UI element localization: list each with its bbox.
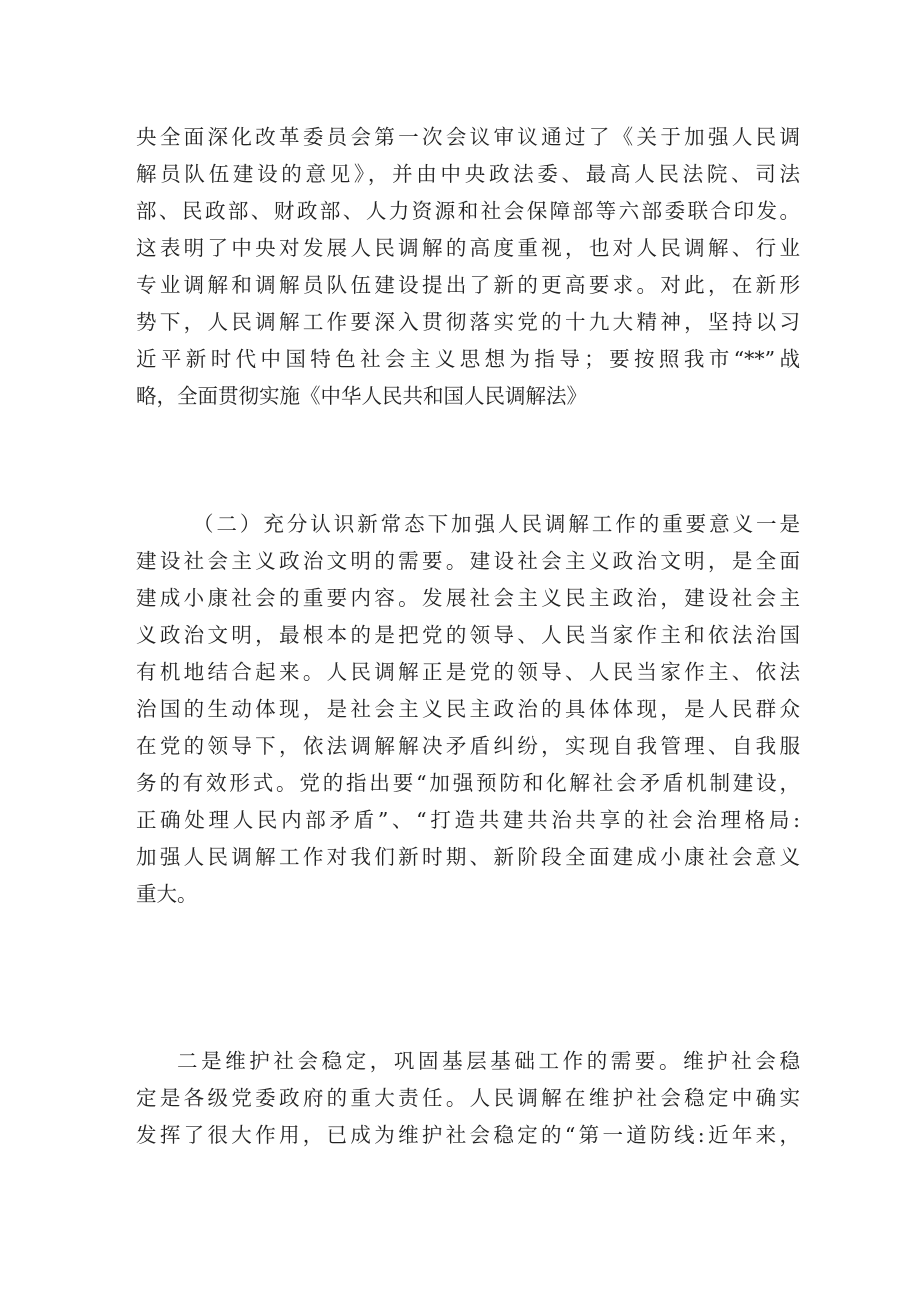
paragraph-1-line-4: 这表明了中央对发展人民调解的高度重视，也对人民调解、行业 (136, 236, 800, 260)
paragraph-3-line-2: 定是各级党委政府的重大责任。人民调解在维护社会稳定中确实 (136, 1086, 800, 1110)
paragraph-2-line-8: 务的有效形式。党的指出要“加强预防和化解社会矛盾机制建设， (136, 771, 800, 795)
paragraph-2-line-5: 有机地结合起来。人民调解正是党的领导、人民当家作主、依法 (136, 660, 800, 684)
paragraph-1-line-2: 解员队伍建设的意见》，并由中央政法委、最高人民法院、司法 (136, 162, 800, 186)
paragraph-1-line-8: 略，全面贯彻实施《中华人民共和国人民调解法》 (136, 384, 587, 408)
paragraph-2-line-10: 加强人民调解工作对我们新时期、新阶段全面建成小康社会意义 (136, 845, 800, 869)
paragraph-3-line-3: 发挥了很大作用，已成为维护社会稳定的“第一道防线:近年来， (136, 1123, 800, 1147)
paragraph-2-line-6: 治国的生动体现，是社会主义民主政治的具体体现，是人民群众 (136, 697, 800, 721)
paragraph-2-line-7: 在党的领导下，依法调解解决矛盾纠纷，实现自我管理、自我服 (136, 734, 800, 758)
paragraph-2-line-1: （二）充分认识新常态下加强人民调解工作的重要意义一是 (193, 512, 800, 536)
paragraph-2 (136, 506, 800, 913)
paragraph-2-line-3: 建成小康社会的重要内容。发展社会主义民主政治，建设社会主 (136, 586, 800, 610)
paragraph-2-line-2: 建设社会主义政治文明的需要。建设社会主义政治文明，是全面 (136, 549, 800, 573)
paragraph-3-line-1: 二是维护社会稳定，巩固基层基础工作的需要。维护社会稳 (177, 1049, 800, 1073)
paragraph-2-line-4: 义政治文明，最根本的是把党的领导、人民当家作主和依法治国 (136, 623, 800, 647)
paragraph-2-line-11: 重大。 (136, 882, 198, 906)
paragraph-1-line-1: 央全面深化改革委员会第一次会议审议通过了《关于加强人民调 (136, 125, 800, 149)
paragraph-1-line-7: 近平新时代中国特色社会主义思想为指导；要按照我市“**”战 (136, 347, 800, 371)
paragraph-1-line-6: 势下，人民调解工作要深入贯彻落实党的十九大精神，坚持以习 (136, 310, 800, 334)
paragraph-3 (136, 1043, 800, 1154)
paragraph-1-line-5: 专业调解和调解员队伍建设提出了新的更高要求。对此，在新形 (136, 273, 800, 297)
paragraph-1 (136, 119, 800, 415)
paragraph-2-line-9: 正确处理人民内部矛盾”、“打造共建共治共享的社会治理格局: (136, 808, 800, 832)
paragraph-1-line-3: 部、民政部、财政部、人力资源和社会保障部等六部委联合印发。 (136, 199, 800, 223)
